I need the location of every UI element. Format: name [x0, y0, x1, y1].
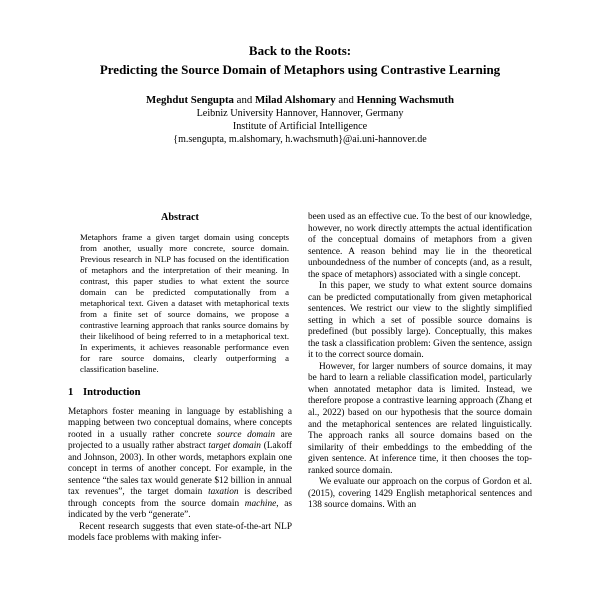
paper-title-line1: Back to the Roots: [248, 43, 352, 58]
section-1-heading [68, 386, 292, 399]
right-paragraph-4: We evaluate our approach on the corpus of Gordon et al. (2015), covering 1429 English metaphorical sentences and 138 source domains. With an [308, 477, 532, 511]
section-1-number: 1 [68, 387, 74, 399]
paper-content [68, 0, 532, 545]
abstract-heading: Abstract [161, 212, 199, 224]
affiliation-block [68, 107, 532, 147]
authors-line: Meghdut Sengupta and Milad Alshomary and Henning Wachsmuth [146, 93, 454, 106]
affiliation-university: Leibniz University Hannover, Hannover, Germany [196, 107, 404, 119]
paper-title [68, 42, 532, 80]
right-paragraph-1: been used as an effective cue. To the best of our knowledge, however, no work directly attempts the actual identification of the conceptual domains of metaphors from a given sentence. A reason behind may lie in the theoretical unboundedness of the number of concepts (and, as a result, the space of metaphors) associated with a single concept. [308, 212, 532, 280]
affiliation-email: {m.sengupta, m.alshomary, h.wachsmuth}@ai.uni-hannover.de [173, 134, 427, 146]
section-1-title: Introduction [83, 387, 141, 399]
right-paragraph-2: In this paper, we study to what extent source domains can be predicted computationally from given metaphorical sentences. We restrict our view to the slightly simplified setting in which a set of possible source domains is predefined (but possibly large). Conceptually, this makes the task a classification problem: Given the sentence, assign it to the correct source domain. [308, 281, 532, 361]
affiliation-institute: Institute of Artificial Intelligence [232, 120, 368, 132]
abstract-text: Metaphors frame a given target domain using concepts from another, usually more concrete, source domain. Previous research in NLP has focused on the identification of metaphors and the interpretation of their meaning. In contrast, this paper studies to what extent the source domain can be predicted computationally from a metaphorical text. Given a dataset with metaphorical texts from a finite set of source domains, we propose a contrastive learning approach that ranks source domains by their likelihood of being referred to in a metaphorical text. In experiments, it achieves reasonable performance even for rare source domains, clearly outperforming a classification baseline. [80, 231, 289, 375]
intro-paragraph-2: Recent research suggests that even state-of-the-art NLP models face problems with making infer- [68, 521, 292, 544]
paper-title-line2: Predicting the Source Domain of Metaphors using Contrastive Learning [99, 61, 501, 77]
right-paragraph-3: However, for larger numbers of source domains, it may be hard to learn a reliable classification model, particularly when annotated metaphor data is limited. Instead, we therefore propose a contrastive learning approach (Zhang et al., 2022) based on our hypothesis that the source domain and the metaphorical sentences are related linguistically. The approach ranks all source domains based on the similarity of their embeddings to the embedding of the given sentence. At inference time, it then chooses the top-ranked source domain. [308, 361, 532, 476]
right-column [308, 212, 532, 545]
two-column-body [68, 212, 532, 545]
left-column [68, 212, 292, 545]
intro-paragraph-1: Metaphors foster meaning in language by establishing a mapping between two conceptual domains, where concepts rooted in a usually rather concrete source domain are projected to a usually rather abstract target domain (Lakoff and Johnson, 2003). In other words, metaphors explain one concept in terms of another concept. For example, in the sentence “the sales tax would generate $12 billion in annual tax revenues”, the target domain taxation is described through concepts from the source domain machine, as indicated by the verb “generate”. [68, 406, 293, 521]
